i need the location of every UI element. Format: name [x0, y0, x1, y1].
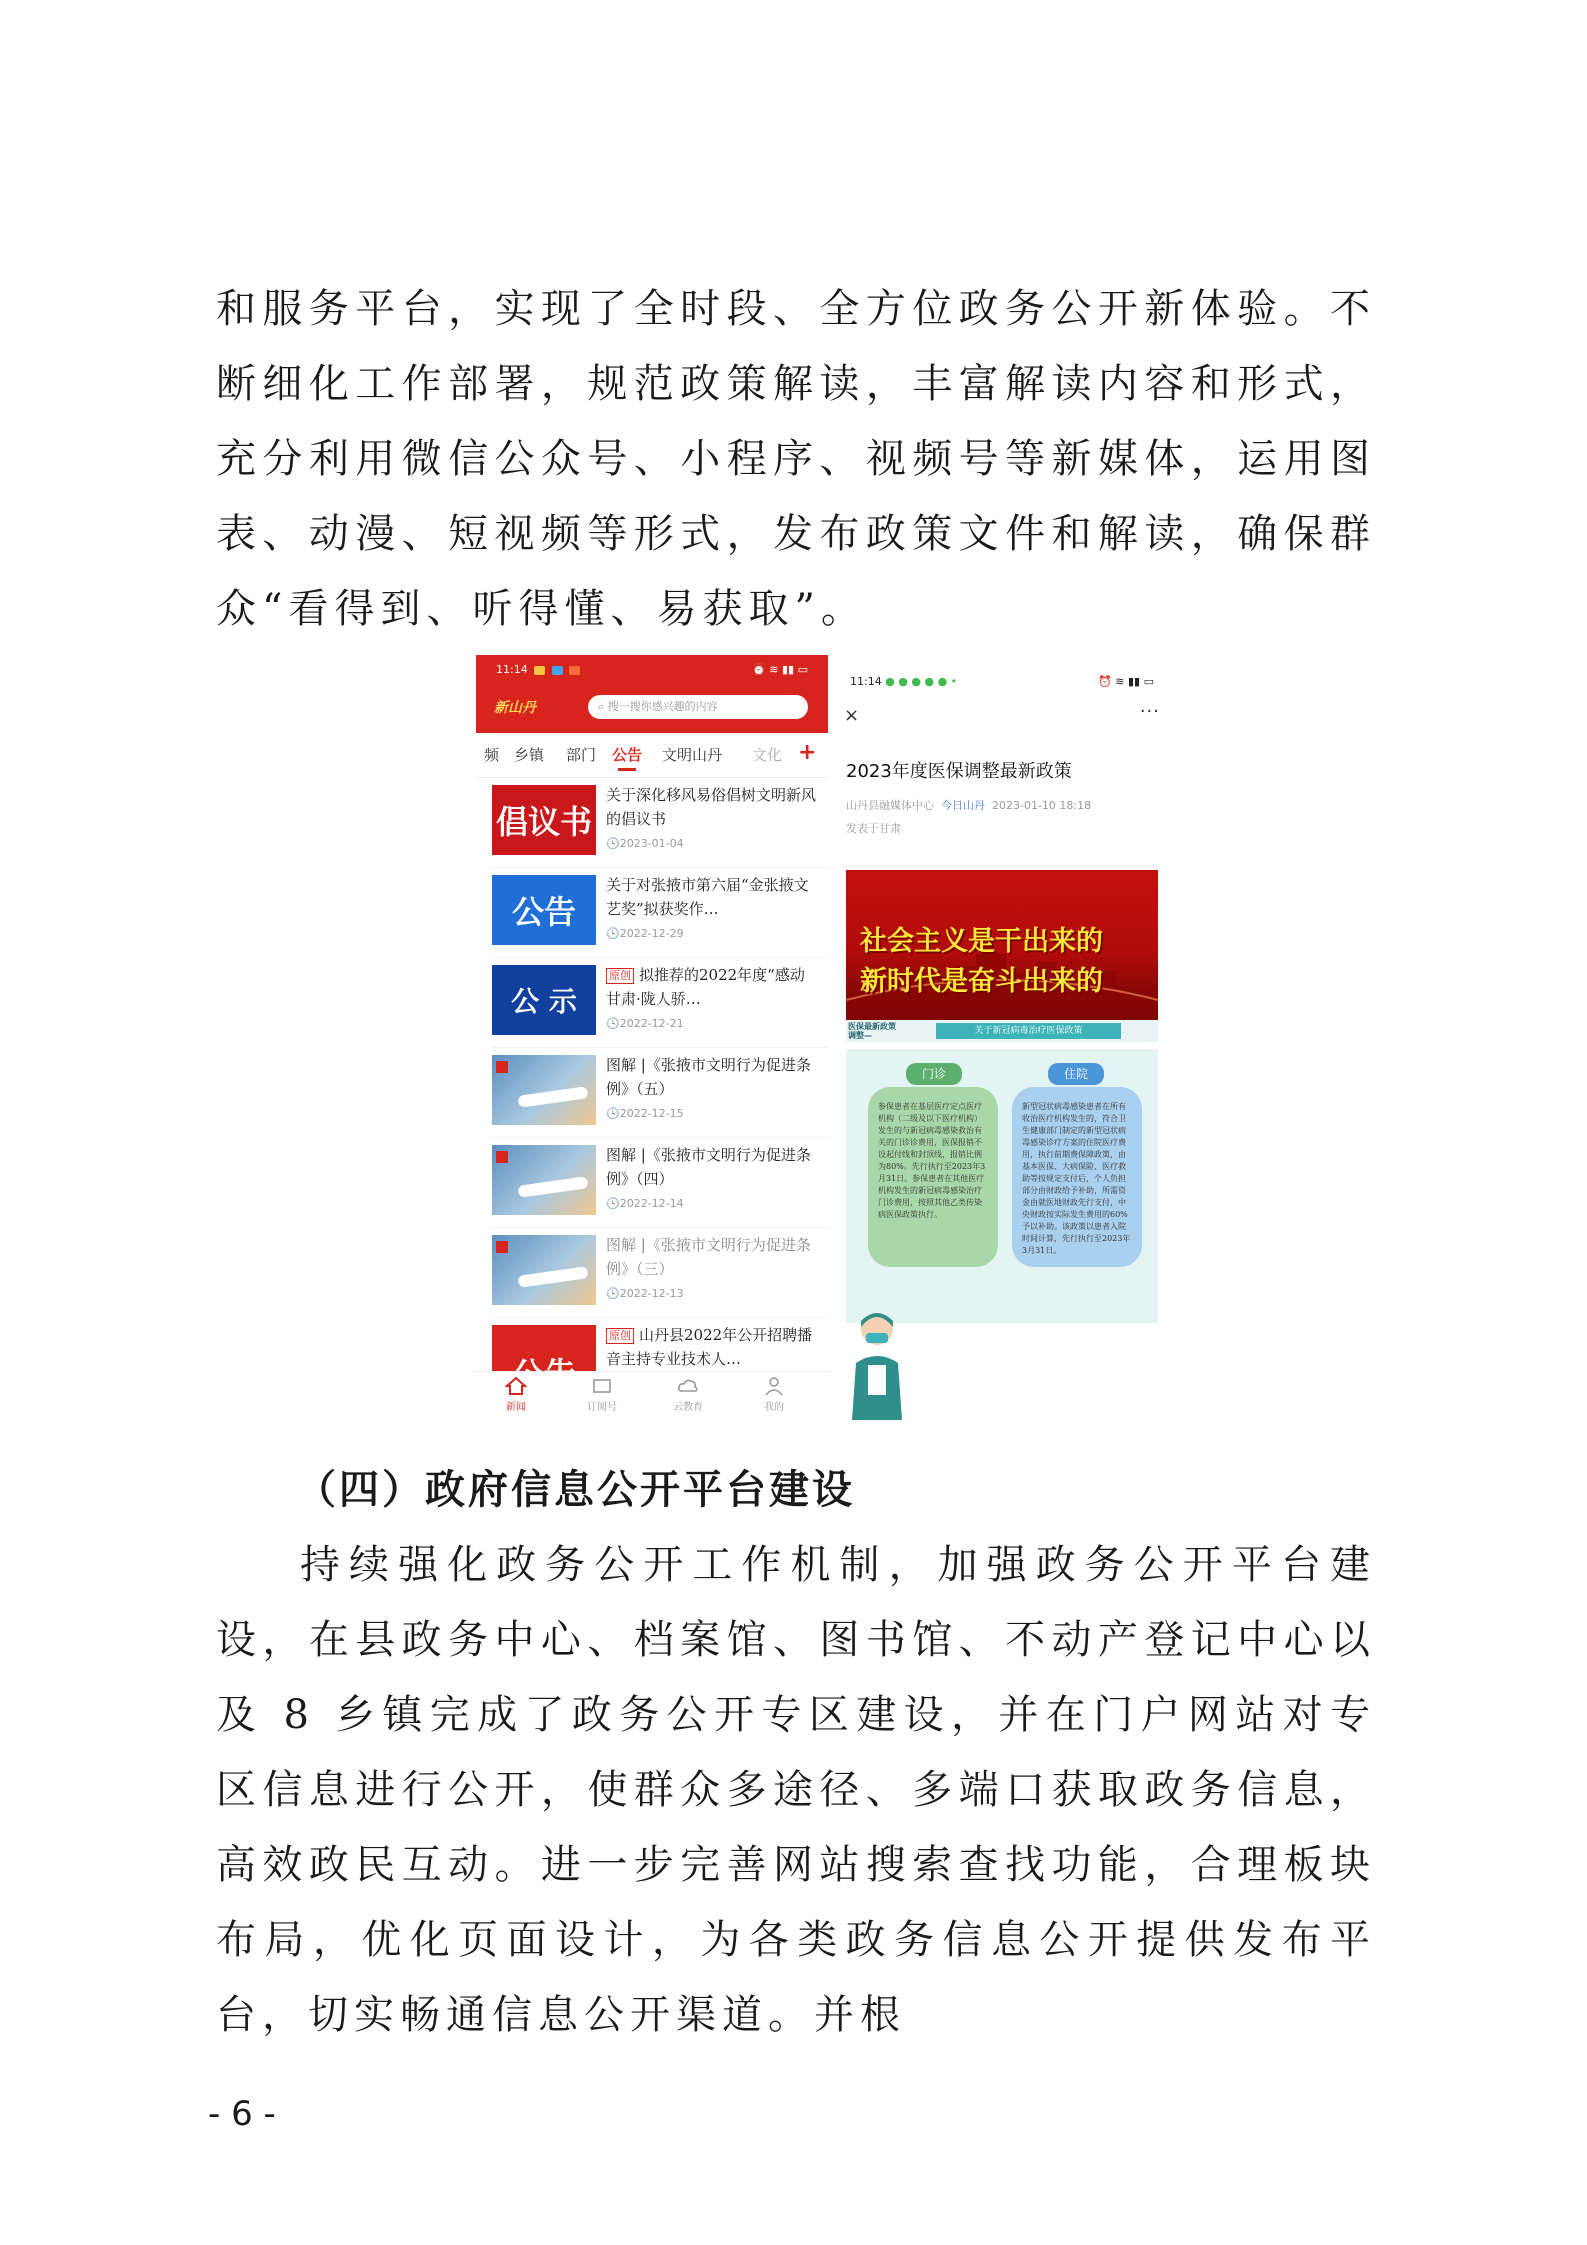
search-input[interactable]: [588, 695, 808, 719]
divider: [492, 1227, 828, 1228]
bottom-nav: [476, 1371, 828, 1420]
divider: [492, 1137, 828, 1138]
nav-subscriptions[interactable]: 订阅号: [572, 1376, 632, 1413]
news-date: 🕓2022-12-15: [606, 1107, 684, 1120]
add-channel-icon[interactable]: +: [798, 740, 817, 765]
news-date: 🕓2022-12-13: [606, 1287, 684, 1300]
tab-towns[interactable]: 乡镇: [514, 746, 545, 764]
divider: [492, 1317, 828, 1318]
search-icon: ⌕: [598, 700, 605, 713]
close-icon[interactable]: ×: [844, 705, 860, 726]
outpatient-label: 门诊: [906, 1063, 962, 1085]
account-link[interactable]: 今日山丹: [941, 799, 985, 812]
cloud-icon: [677, 1376, 699, 1396]
nav-news[interactable]: 新闻: [486, 1376, 546, 1413]
news-thumbnail: [492, 1145, 596, 1215]
page-number: - 6 -: [208, 2094, 276, 2134]
list-item[interactable]: [492, 869, 828, 955]
inpatient-policy-text: 新型冠状病毒感染患者在所有收治医疗机构发生的，符合卫生健康部门制定的新型冠状病毒感染诊疗方案的住院医疗费用，执行前期费保障政策，由基本医保、大病保险、医疗救助等按规定支付后，个人负担部分由财政给予补助，所需资金由就医地财政先行支付，中央财政按实际发生费用的60%予以补助。该政策以患者入院时间计算，先行执行至2023年3月31日。: [1012, 1087, 1142, 1267]
status-time: 11:14: [496, 663, 528, 676]
body-paragraph: 持续强化政务公开工作机制，加强政务公开平台建设，在县政务中心、档案馆、图书馆、不动产登记中心以及 8 乡镇完成了政务公开专区建设，并在门户网站对专区信息进行公开，使群众多途径、多端口获取政务信息，高效政民互动。进一步完善网站搜索查找功能，合理板块布局，优化页面设计，为各类政务信息公开提供发布平台，切实畅通信息公开渠道。并根: [216, 1542, 1376, 2038]
banner-stroke-icon: [518, 1176, 589, 1198]
divider: [492, 867, 828, 868]
list-item[interactable]: [492, 1049, 828, 1135]
app-notification-icon: [534, 666, 545, 675]
thumbnail-text: 公 示: [511, 985, 577, 1018]
list-item[interactable]: [492, 1139, 828, 1225]
app-notification-icon: [569, 666, 580, 675]
list-item[interactable]: [492, 959, 828, 1045]
inpatient-label: 住院: [1048, 1063, 1104, 1085]
thumbnail-text: 公告: [511, 893, 576, 931]
news-thumbnail: [492, 875, 596, 945]
nav-cloud-education[interactable]: 云教育: [658, 1376, 718, 1413]
tab-video[interactable]: 频: [484, 746, 500, 764]
badge-icon: [496, 1151, 508, 1163]
channel-tabs: [476, 733, 828, 778]
nurse-illustration-icon: [846, 1307, 908, 1420]
badge-icon: [496, 1061, 508, 1073]
original-tag: 原创: [606, 968, 634, 984]
ribbon-title: 关于新冠病毒治疗医保政策: [936, 1023, 1121, 1039]
slogan-banner: [846, 870, 1158, 1020]
news-title: 关于深化移风易俗倡树文明新风的倡议书: [606, 786, 817, 828]
intro-paragraph: 和服务平台，实现了全时段、全方位政务公开新体验。不断细化工作部署，规范政策解读，丰富解读内容和形式，充分利用微信公众号、小程序、视频号等新媒体，运用图表、动漫、短视频等形式，发布政策文件和解读，确保群众“看得到、听得懂、易获取”。: [216, 286, 1376, 632]
app-notification-icon: ● ● ● ● ● •: [885, 675, 958, 688]
news-title: 关于对张掖市第六届“金张掖文艺奖”拟获奖作…: [606, 876, 809, 918]
news-date: 🕓2022-12-29: [606, 927, 684, 940]
nav-profile[interactable]: 我的: [744, 1376, 804, 1413]
news-thumbnail: [492, 965, 596, 1035]
section-heading: （四）政府信息公开平台建设: [296, 1467, 855, 1513]
news-title: 图解 |《张掖市文明行为促进条例》（五）: [606, 1056, 811, 1098]
more-icon[interactable]: ···: [1139, 701, 1160, 722]
list-item[interactable]: [492, 779, 828, 865]
app-screenshot-news: [476, 655, 828, 1420]
battery-icon: ⏰ ≋ ▮▮ ▭: [1098, 675, 1154, 688]
news-thumbnail: [492, 1235, 596, 1305]
article-screenshot: [842, 665, 1162, 1420]
news-date: 🕓2023-01-04: [606, 837, 684, 850]
news-title: 原创 拟推荐的2022年度“感动甘肃·陇人骄…: [606, 966, 805, 1008]
search-placeholder: 搜一搜你感兴趣的内容: [607, 700, 718, 713]
app-notification-icon: [552, 666, 563, 675]
status-time: 11:14: [850, 675, 882, 688]
tab-departments[interactable]: 部门: [566, 746, 597, 764]
app-logo: 新山丹: [494, 700, 536, 716]
tab-civilized-shandan[interactable]: 文明山丹: [662, 746, 723, 764]
news-title: 图解 |《张掖市文明行为促进条例》（四）: [606, 1146, 811, 1188]
original-tag: 原创: [606, 1328, 634, 1344]
user-icon: [763, 1376, 785, 1396]
status-bar: [850, 675, 1154, 688]
divider: [492, 957, 828, 958]
slogan-text: 社会主义是干出来的 新时代是奋斗出来的: [860, 926, 1103, 997]
news-date: 🕓2022-12-14: [606, 1197, 684, 1210]
list-item[interactable]: [492, 1229, 828, 1315]
news-thumbnail: [492, 785, 596, 855]
news-date: 🕓2022-12-21: [606, 1017, 684, 1030]
tab-culture[interactable]: 文化: [752, 746, 783, 764]
status-bar: [496, 663, 808, 679]
policy-ribbon: [846, 1020, 1158, 1042]
news-thumbnail: [492, 1055, 596, 1125]
divider: [492, 1047, 828, 1048]
banner-stroke-icon: [518, 1086, 589, 1108]
thumbnail-text: 倡议书: [495, 803, 592, 841]
policy-infographic: [846, 1049, 1158, 1323]
battery-icon: ⏰ ≋ ▮▮ ▭: [752, 663, 808, 676]
news-title: 图解 |《张掖市文明行为促进条例》（三）: [606, 1236, 811, 1278]
app-header: [476, 655, 828, 733]
home-icon: [505, 1376, 527, 1396]
banner-stroke-icon: [518, 1266, 589, 1288]
ribbon-caption: 医保最新政策调整—: [848, 1022, 896, 1040]
news-title: 原创 山丹县2022年公开招聘播音主持专业技术人…: [606, 1326, 813, 1368]
tv-icon: [591, 1376, 613, 1396]
tab-announcements[interactable]: 公告: [612, 733, 642, 777]
outpatient-policy-text: 参保患者在基层医疗定点医疗机构（二级及以下医疗机构）发生的与新冠病毒感染救治有关的门诊诊费用，医保报销不设起付线和封顶线，报销比例为80%。先行执行至2023年3月31日。参保患者在其他医疗机构发生的新冠病毒感染治疗门诊费用，按照其他乙类传染病医保政策执行。: [868, 1087, 998, 1267]
badge-icon: [496, 1241, 508, 1253]
article-title: 2023年度医保调整最新政策: [846, 761, 1072, 782]
article-meta: 山丹县融媒体中心 今日山丹 2023-01-10 18:18: [846, 799, 1092, 812]
published-location: 发表于甘肃: [846, 822, 901, 835]
